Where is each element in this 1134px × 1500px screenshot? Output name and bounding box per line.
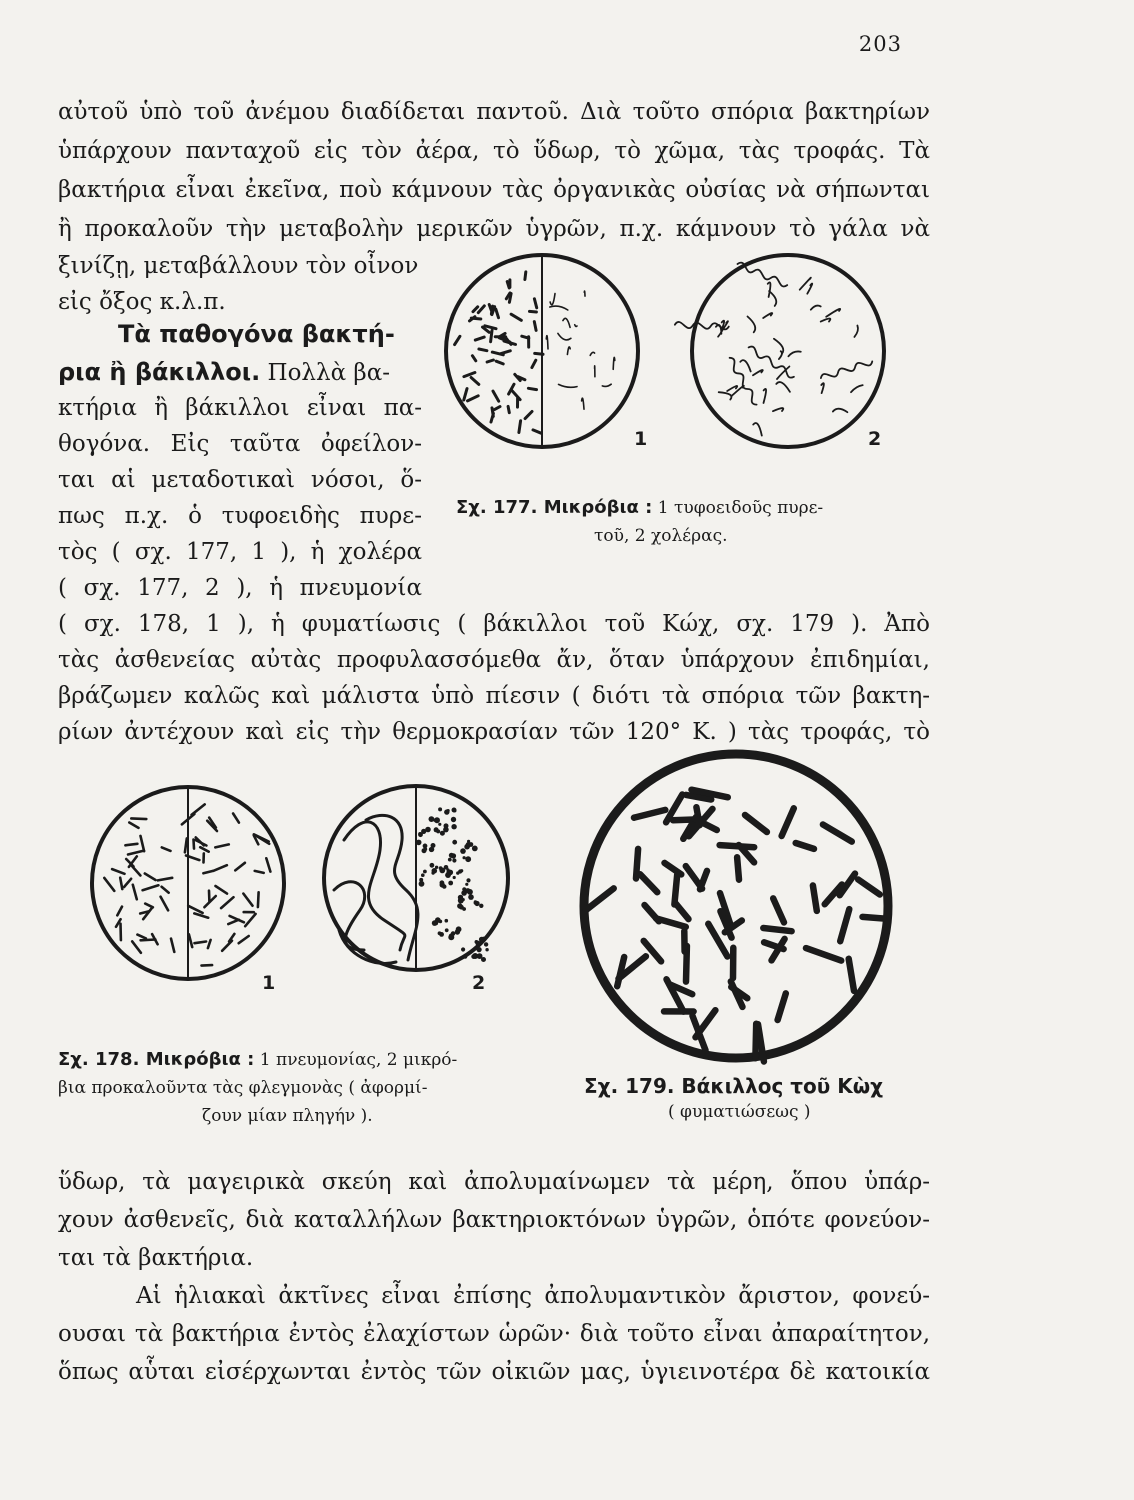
- text-line: θογόνα. Εἰς ταῦτα ὀφείλον-: [58, 431, 422, 457]
- bacillus-rod: [508, 406, 509, 412]
- figure-label: 2: [472, 972, 486, 994]
- coccus: [445, 928, 449, 932]
- pneumococcus: [117, 907, 122, 916]
- text-line: ξινίζῃ, μεταβάλλουν τὸν οἶνον: [58, 253, 419, 279]
- pneumococcus: [141, 836, 145, 851]
- text-line: πως π.χ. ὁ τυφοειδὴς πυρε-: [58, 503, 422, 529]
- coccus: [430, 863, 435, 868]
- pneumococcus: [128, 851, 144, 855]
- coccus: [479, 904, 483, 908]
- text-line: ὕδωρ, τὰ μαγειρικὰ σκεύη καὶ ἀπολυμαίνωμεν τὰ μέρη, ὅπου ὑπάρ-: [58, 1169, 930, 1195]
- coccus: [459, 905, 464, 910]
- flagellum: [550, 294, 555, 305]
- text-line: ( σχ. 177, 2 ), ἡ πνευμονία: [58, 575, 422, 601]
- bacillus-rod: [493, 391, 499, 401]
- vibrio: [779, 351, 782, 359]
- pneumococcus: [120, 878, 122, 889]
- pneumococcus: [245, 914, 255, 926]
- pneumococcus: [239, 936, 249, 943]
- vibrio: [821, 383, 824, 393]
- koch-bacillus: [806, 948, 841, 961]
- pneumococcus: [129, 823, 138, 828]
- coccus: [439, 932, 444, 937]
- coccus: [484, 942, 488, 946]
- vibrio: [833, 409, 848, 413]
- coccus: [465, 883, 468, 886]
- caption-text: ζουν μίαν πληγήν ).: [202, 1106, 373, 1126]
- vibrio: [800, 278, 811, 290]
- page-number: 203: [858, 32, 902, 56]
- flagellum: [567, 347, 570, 355]
- figure-label: 1: [262, 972, 276, 994]
- flagellum: [602, 384, 611, 386]
- coccus: [435, 920, 439, 924]
- pneumococcus: [266, 858, 270, 871]
- vibrio: [753, 370, 763, 375]
- koch-bacillus: [763, 928, 791, 931]
- coccus: [438, 807, 442, 811]
- coccus: [425, 827, 431, 833]
- bacillus-rod: [471, 318, 481, 319]
- coccus: [479, 937, 484, 942]
- pneumococcus: [200, 847, 209, 852]
- coccus: [433, 819, 436, 822]
- pneumococcus: [171, 939, 174, 952]
- spirillum: [736, 261, 788, 287]
- bacillus-rod: [464, 389, 467, 400]
- coccus: [421, 873, 425, 877]
- coccus: [447, 809, 450, 812]
- vibrio: [788, 351, 800, 356]
- pneumococcus: [132, 941, 141, 952]
- coccus: [429, 816, 435, 822]
- pneumococcus: [125, 844, 137, 846]
- coccus: [440, 831, 445, 836]
- coccus: [460, 848, 466, 854]
- vibrio: [768, 282, 771, 297]
- coccus: [477, 947, 482, 952]
- microscope-field-circle: [692, 255, 884, 447]
- coccus: [416, 840, 422, 846]
- coccus: [445, 872, 451, 878]
- pneumococcus: [189, 934, 192, 947]
- pneumococcus: [255, 871, 264, 873]
- text-line: Πολλὰ βα-: [267, 360, 391, 386]
- coccus: [432, 868, 438, 874]
- coccus: [452, 840, 457, 845]
- koch-bacillus: [778, 993, 786, 1020]
- coccus: [460, 869, 463, 872]
- bacillus-rod: [530, 311, 537, 312]
- spirillum: [820, 359, 873, 381]
- vibrio: [821, 319, 831, 322]
- bacillus-rod: [501, 351, 511, 354]
- bacillus-rod: [478, 306, 484, 313]
- caption-title: Σχ. 178. Μικρόβια :: [58, 1049, 255, 1070]
- koch-bacillus: [773, 898, 784, 922]
- pneumococcus: [141, 940, 156, 941]
- coccus: [456, 926, 462, 932]
- text-line: Αἱ ἡλιακαὶ ἀκτῖνες εἶναι ἐπίσης ἀπολυμαντικὸν ἄριστον, φονεύ-: [136, 1283, 930, 1309]
- coccus: [472, 846, 478, 852]
- caption-subtitle: ( φυματιώσεως ): [668, 1102, 811, 1122]
- coccus: [458, 898, 464, 904]
- vibrio: [854, 326, 858, 337]
- caption-title: Σχ. 179. Βάκιλλος τοῦ Κὼχ: [584, 1074, 884, 1098]
- text-line: εἰς ὄξος κ.λ.π.: [58, 289, 226, 315]
- flagellum: [546, 336, 548, 349]
- coccus: [419, 881, 425, 887]
- pneumococcus: [161, 897, 169, 911]
- coccus: [465, 888, 470, 893]
- pneumococcus: [235, 863, 245, 871]
- pneumococcus: [194, 913, 208, 917]
- caption-text: 1 τυφοειδοῦς πυρε-: [657, 498, 824, 518]
- bacillus-rod: [515, 374, 520, 380]
- vibrio: [764, 389, 767, 403]
- coccus: [440, 880, 445, 885]
- text-line: βακτήρια εἶναι ἐκεῖνα, ποὺ κάμνουν τὰς ὀργανικὰς οὐσίας νὰ σήπωνται: [58, 177, 930, 203]
- coccus: [436, 829, 440, 833]
- bacillus-rod: [532, 360, 536, 367]
- flagellum: [563, 318, 570, 327]
- pneumococcus: [131, 818, 146, 819]
- figure-caption: [58, 1048, 457, 1072]
- koch-bacillus: [840, 909, 849, 941]
- flagellum: [590, 352, 594, 355]
- vibrio: [826, 309, 840, 317]
- pneumococcus: [243, 894, 252, 906]
- bacillus-rod: [468, 396, 479, 401]
- coccus: [429, 847, 434, 852]
- coccus: [466, 842, 471, 847]
- vibrio: [763, 313, 772, 318]
- pneumococcus: [137, 935, 146, 939]
- caption-text: 1 πνευμονίας, 2 μικρό-: [259, 1050, 458, 1070]
- vibrio: [811, 306, 821, 310]
- text-line: ουσαι τὰ βακτήρια ἐντὸς ἐλαχίστων ὡρῶν· διὰ τοῦτο εἶναι ἀπαραίτητον,: [58, 1321, 930, 1347]
- coccus: [418, 832, 423, 837]
- bacillus-rod: [473, 307, 478, 312]
- koch-bacillus: [674, 875, 677, 905]
- bacillus-rod: [491, 414, 493, 423]
- figure-label: 1: [634, 428, 648, 450]
- pneumococcus: [124, 879, 131, 887]
- coccus: [463, 955, 467, 959]
- pneumococcus: [258, 892, 259, 907]
- koch-bacillus: [586, 888, 614, 910]
- coccus: [451, 824, 456, 829]
- coccus: [471, 954, 476, 959]
- chain-bacteria: [334, 815, 418, 963]
- bacillus-rod: [528, 388, 536, 389]
- figure-178-microbes: [84, 780, 524, 990]
- text-line: κτήρια ἢ βάκιλλοι εἶναι πα-: [58, 395, 422, 421]
- bacillus-rod: [479, 349, 487, 351]
- vibrio: [748, 317, 756, 333]
- koch-bacillus: [863, 917, 884, 919]
- bacillus-rod: [525, 412, 532, 419]
- pneumococcus: [143, 885, 159, 890]
- koch-bacillus: [755, 1024, 756, 1059]
- text-line: αὐτοῦ ὑπὸ τοῦ ἀνέμου διαδίδεται παντοῦ. Διὰ τοῦτο σπόρια βακτηρίων: [58, 99, 930, 125]
- bacillus-rod: [455, 336, 460, 344]
- koch-bacillus: [823, 825, 852, 842]
- pneumococcus: [133, 885, 137, 900]
- bacillus-rod: [507, 282, 509, 288]
- pneumococcus: [188, 906, 202, 913]
- flagellum: [550, 306, 568, 310]
- text-line: ται τὰ βακτήρια.: [58, 1245, 254, 1271]
- coccus: [448, 858, 452, 862]
- bacillus-rod: [534, 322, 536, 331]
- koch-bacillus: [745, 815, 767, 832]
- coccus: [423, 870, 427, 874]
- coccus: [423, 847, 427, 851]
- pneumococcus: [112, 869, 124, 874]
- coccus: [485, 948, 488, 951]
- coccus: [463, 856, 466, 859]
- coccus: [465, 856, 471, 862]
- pneumococcus: [104, 878, 114, 891]
- flagellum: [613, 357, 615, 369]
- koch-bacillus: [782, 808, 794, 836]
- flagellum: [584, 291, 585, 296]
- bacillus-rod: [494, 407, 500, 410]
- text-line: ἢ προκαλοῦν τὴν μεταβολὴν μερικῶν ὑγρῶν, π.χ. κάμνουν τὸ γάλα νὰ: [58, 216, 930, 242]
- vibrio: [851, 385, 863, 392]
- pneumococcus: [221, 897, 233, 908]
- bacillus-rod: [491, 330, 492, 341]
- section-heading: Τὰ παθογόνα βακτή-: [118, 320, 395, 348]
- text-line: ὅπως αὗται εἰσέρχωνται ἐντὸς τῶν οἰκιῶν μας, ὑγιεινοτέρα δὲ κατοικία: [58, 1359, 930, 1385]
- coccus: [438, 823, 441, 826]
- coccus: [478, 954, 482, 958]
- pneumococcus: [202, 965, 213, 966]
- bacillus-rod: [533, 430, 541, 433]
- vibrio: [719, 392, 732, 399]
- pneumococcus: [194, 840, 195, 849]
- flagellum: [575, 325, 577, 327]
- pneumococcus: [215, 844, 229, 847]
- flagellum: [582, 398, 584, 409]
- coccus: [448, 881, 453, 886]
- text-line: χουν ἀσθενεῖς, διὰ καταλλήλων βακτηριοκτόνων ὑγρῶν, ὁπότε φονεύον-: [58, 1207, 930, 1233]
- coccus: [461, 947, 465, 951]
- bacillus-rod: [472, 356, 475, 361]
- heading-line: [58, 356, 418, 389]
- text-line: ( σχ. 178, 1 ), ἡ φυματίωσις ( βάκιλλοι τοῦ Κώχ, σχ. 179 ). Ἀπὸ: [58, 611, 930, 637]
- figure-label: 2: [868, 428, 882, 450]
- bacillus-rod: [475, 337, 484, 340]
- koch-bacillus: [656, 918, 686, 927]
- vibrio: [807, 284, 812, 294]
- bacillus-rod: [535, 353, 543, 354]
- bacillus-rod: [499, 338, 510, 342]
- caption-text: βια προκαλοῦντα τὰς φλεγμονὰς ( ἀφορμί-: [58, 1078, 428, 1098]
- coccus: [453, 876, 456, 879]
- bacillus-rod: [471, 378, 479, 385]
- bacillus-rod: [464, 373, 475, 377]
- coccus: [439, 866, 443, 870]
- bacillus-rod: [489, 305, 491, 311]
- vibrio: [740, 360, 750, 371]
- coccus: [452, 808, 457, 813]
- pneumococcus: [162, 887, 169, 893]
- pneumococcus: [222, 941, 232, 951]
- text-line: ται αἱ μεταδοτικαὶ νόσοι, ὅ-: [58, 467, 422, 493]
- coccus: [474, 900, 477, 903]
- pneumococcus: [233, 814, 239, 823]
- caption-text: τοῦ, 2 χολέρας.: [594, 526, 728, 546]
- text-line: τὸς ( σχ. 177, 1 ), ἡ χολέρα: [58, 539, 422, 565]
- koch-bacillus: [858, 880, 880, 895]
- pneumococcus: [145, 904, 153, 908]
- bacillus-rod: [496, 309, 499, 318]
- bacillus-rod: [496, 361, 503, 364]
- vibrio: [773, 408, 783, 411]
- vibrio: [727, 386, 737, 391]
- koch-bacillus: [640, 874, 657, 892]
- coccus: [451, 817, 456, 822]
- bacillus-rod: [485, 326, 496, 329]
- pneumococcus: [145, 874, 156, 881]
- koch-bacillus: [813, 886, 817, 911]
- coccus: [456, 871, 459, 874]
- flagellum: [558, 333, 571, 339]
- text-line: ὑπάρχουν πανταχοῦ εἰς τὸν ἀέρα, τὸ ὕδωρ, τὸ χῶμα, τὰς τροφάς. Τὰ: [58, 138, 930, 164]
- koch-bacillus: [634, 810, 665, 818]
- coccus: [445, 919, 449, 923]
- pneumococcus: [203, 871, 213, 873]
- pneumococcus: [195, 942, 207, 944]
- microscope-field-circle: [584, 754, 888, 1058]
- koch-bacillus: [700, 871, 707, 889]
- caption-title: Σχ. 177. Μικρόβια :: [456, 497, 653, 518]
- pneumococcus: [214, 865, 227, 871]
- figure-177-microbes: [438, 250, 898, 460]
- bacillus-rod: [487, 360, 493, 362]
- coccus: [468, 894, 474, 900]
- bacillus-rod: [534, 299, 536, 308]
- vibrio: [753, 423, 762, 436]
- figure-caption: [456, 496, 823, 520]
- flagellum: [559, 384, 578, 387]
- section-heading: ρια ἢ βάκιλλοι.: [58, 358, 261, 386]
- pneumococcus: [132, 866, 141, 876]
- vibrio: [776, 382, 790, 392]
- koch-bacillus: [849, 959, 854, 991]
- text-line: βράζωμεν καλῶς καὶ μάλιστα ὑπὸ πίεσιν ( διότι τὰ σπόρια τῶν βακτη-: [58, 683, 930, 709]
- coccus: [442, 884, 446, 888]
- coccus: [451, 931, 456, 936]
- coccus: [449, 853, 454, 858]
- koch-bacillus: [617, 957, 624, 986]
- coccus: [444, 823, 449, 828]
- koch-bacillus: [737, 857, 739, 880]
- figure-179-koch-bacillus: [576, 748, 896, 1068]
- coccus: [466, 878, 470, 882]
- bacillus-rod: [522, 336, 529, 338]
- text-line: ρίων ἀντέχουν καὶ εἰς τὴν θερμοκρασίαν τῶν 120° Κ. ) τὰς τροφάς, τὸ: [58, 719, 930, 745]
- pneumococcus: [185, 838, 187, 852]
- bacillus-rod: [525, 272, 526, 280]
- pneumococcus: [162, 847, 171, 851]
- pneumococcus: [216, 886, 228, 894]
- koch-bacillus: [796, 843, 814, 849]
- pneumococcus: [208, 940, 211, 948]
- bacillus-rod: [511, 314, 521, 320]
- bacillus-rod: [519, 421, 521, 433]
- coccus: [452, 858, 456, 862]
- text-line: τὰς ἀσθενείας αὐτὰς προφυλασσόμεθα ἄν, ὅταν ὑπάρχουν ἐπιδημίαι,: [58, 647, 930, 673]
- pneumococcus: [158, 878, 172, 881]
